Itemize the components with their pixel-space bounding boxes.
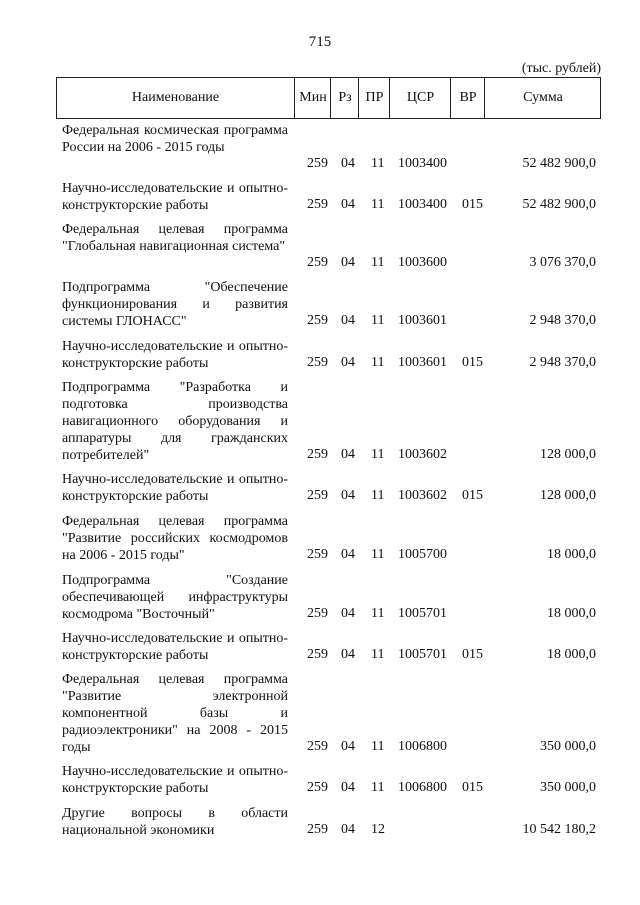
row-csr: 1003400 bbox=[398, 197, 447, 212]
row-pr: 11 bbox=[371, 739, 385, 754]
header-name: Наименование bbox=[131, 90, 220, 105]
row-name: Научно-исследовательские и опытно-конструкторские работы bbox=[62, 472, 288, 504]
row-min: 259 bbox=[307, 739, 328, 754]
row-vr: 015 bbox=[462, 197, 483, 212]
row-rz: 04 bbox=[341, 780, 355, 795]
row-sum: 18 000,0 bbox=[547, 547, 596, 562]
row-sum: 10 542 180,2 bbox=[522, 822, 596, 837]
row-min: 259 bbox=[307, 606, 328, 621]
row-pr: 11 bbox=[371, 255, 385, 270]
row-sum: 52 482 900,0 bbox=[522, 156, 596, 171]
row-pr: 12 bbox=[371, 822, 385, 837]
row-csr: 1005700 bbox=[398, 547, 447, 562]
row-rz: 04 bbox=[341, 739, 355, 754]
row-min: 259 bbox=[307, 547, 328, 562]
header-csr: ЦСР bbox=[389, 78, 451, 118]
page-number: 715 bbox=[308, 34, 332, 50]
row-pr: 11 bbox=[371, 447, 385, 462]
row-csr: 1003600 bbox=[398, 255, 447, 270]
row-sum: 3 076 370,0 bbox=[529, 255, 596, 270]
row-sum: 2 948 370,0 bbox=[529, 355, 596, 370]
row-min: 259 bbox=[307, 447, 328, 462]
row-name: Федеральная космическая программа России на 2006 - 2015 годы bbox=[62, 123, 288, 155]
row-min: 259 bbox=[307, 255, 328, 270]
row-vr: 015 bbox=[462, 780, 483, 795]
row-csr: 1006800 bbox=[398, 739, 447, 754]
row-rz: 04 bbox=[341, 255, 355, 270]
header-vr: ВР bbox=[450, 78, 485, 118]
row-pr: 11 bbox=[371, 156, 385, 171]
row-csr: 1005701 bbox=[398, 606, 447, 621]
row-rz: 04 bbox=[341, 156, 355, 171]
row-name: Научно-исследовательские и опытно-конструкторские работы bbox=[62, 339, 288, 371]
row-vr: 015 bbox=[462, 647, 483, 662]
row-sum: 350 000,0 bbox=[540, 739, 596, 754]
row-csr: 1003400 bbox=[398, 156, 447, 171]
row-pr: 11 bbox=[371, 780, 385, 795]
row-min: 259 bbox=[307, 313, 328, 328]
row-vr: 015 bbox=[462, 355, 483, 370]
row-name: Федеральная целевая программа "Глобальная навигационная система" bbox=[62, 222, 288, 254]
row-sum: 52 482 900,0 bbox=[522, 197, 596, 212]
row-csr: 1003601 bbox=[398, 355, 447, 370]
row-rz: 04 bbox=[341, 355, 355, 370]
row-name: Научно-исследовательские и опытно-конструкторские работы bbox=[62, 181, 288, 213]
row-sum: 350 000,0 bbox=[540, 780, 596, 795]
row-min: 259 bbox=[307, 780, 328, 795]
row-min: 259 bbox=[307, 647, 328, 662]
row-name: Подпрограмма "Создание обеспечивающей инфраструктуры космодрома "Восточный" bbox=[62, 573, 288, 622]
table-header bbox=[56, 77, 601, 119]
row-min: 259 bbox=[307, 488, 328, 503]
row-name: Федеральная целевая программа "Развитие электронной компонентной базы и радиоэлектроники" на 2008 - 2015 годы bbox=[62, 672, 288, 755]
row-sum: 128 000,0 bbox=[540, 447, 596, 462]
row-rz: 04 bbox=[341, 606, 355, 621]
header-sum: Сумма bbox=[484, 78, 601, 118]
row-rz: 04 bbox=[341, 313, 355, 328]
row-csr: 1006800 bbox=[398, 780, 447, 795]
row-name: Федеральная целевая программа "Развитие российских космодромов на 2006 - 2015 годы" bbox=[62, 514, 288, 563]
row-min: 259 bbox=[307, 822, 328, 837]
header-min: Мин bbox=[294, 78, 331, 118]
header-pr: ПР bbox=[358, 78, 390, 118]
row-pr: 11 bbox=[371, 547, 385, 562]
header-rz: Рз bbox=[330, 78, 359, 118]
row-min: 259 bbox=[307, 197, 328, 212]
row-pr: 11 bbox=[371, 647, 385, 662]
row-pr: 11 bbox=[371, 313, 385, 328]
row-sum: 18 000,0 bbox=[547, 606, 596, 621]
row-pr: 11 bbox=[371, 488, 385, 503]
row-csr: 1003602 bbox=[398, 488, 447, 503]
row-min: 259 bbox=[307, 355, 328, 370]
row-name: Подпрограмма "Разработка и подготовка производства навигационного оборудования и аппаратуры для гражданских потребителей" bbox=[62, 380, 288, 463]
row-rz: 04 bbox=[341, 547, 355, 562]
row-rz: 04 bbox=[341, 647, 355, 662]
row-name: Научно-исследовательские и опытно-конструкторские работы bbox=[62, 764, 288, 796]
row-sum: 2 948 370,0 bbox=[529, 313, 596, 328]
row-min: 259 bbox=[307, 156, 328, 171]
row-name: Другие вопросы в области национальной экономики bbox=[62, 806, 288, 838]
row-rz: 04 bbox=[341, 488, 355, 503]
row-name: Научно-исследовательские и опытно-конструкторские работы bbox=[62, 631, 288, 663]
row-pr: 11 bbox=[371, 606, 385, 621]
row-csr: 1003601 bbox=[398, 313, 447, 328]
units-label: (тыс. рублей) bbox=[521, 61, 601, 76]
row-pr: 11 bbox=[371, 355, 385, 370]
row-csr: 1003602 bbox=[398, 447, 447, 462]
row-pr: 11 bbox=[371, 197, 385, 212]
row-sum: 128 000,0 bbox=[540, 488, 596, 503]
row-rz: 04 bbox=[341, 822, 355, 837]
row-sum: 18 000,0 bbox=[547, 647, 596, 662]
row-rz: 04 bbox=[341, 197, 355, 212]
row-rz: 04 bbox=[341, 447, 355, 462]
row-name: Подпрограмма "Обеспечение функционирования и развития системы ГЛОНАСС" bbox=[62, 280, 288, 329]
row-csr: 1005701 bbox=[398, 647, 447, 662]
row-vr: 015 bbox=[462, 488, 483, 503]
